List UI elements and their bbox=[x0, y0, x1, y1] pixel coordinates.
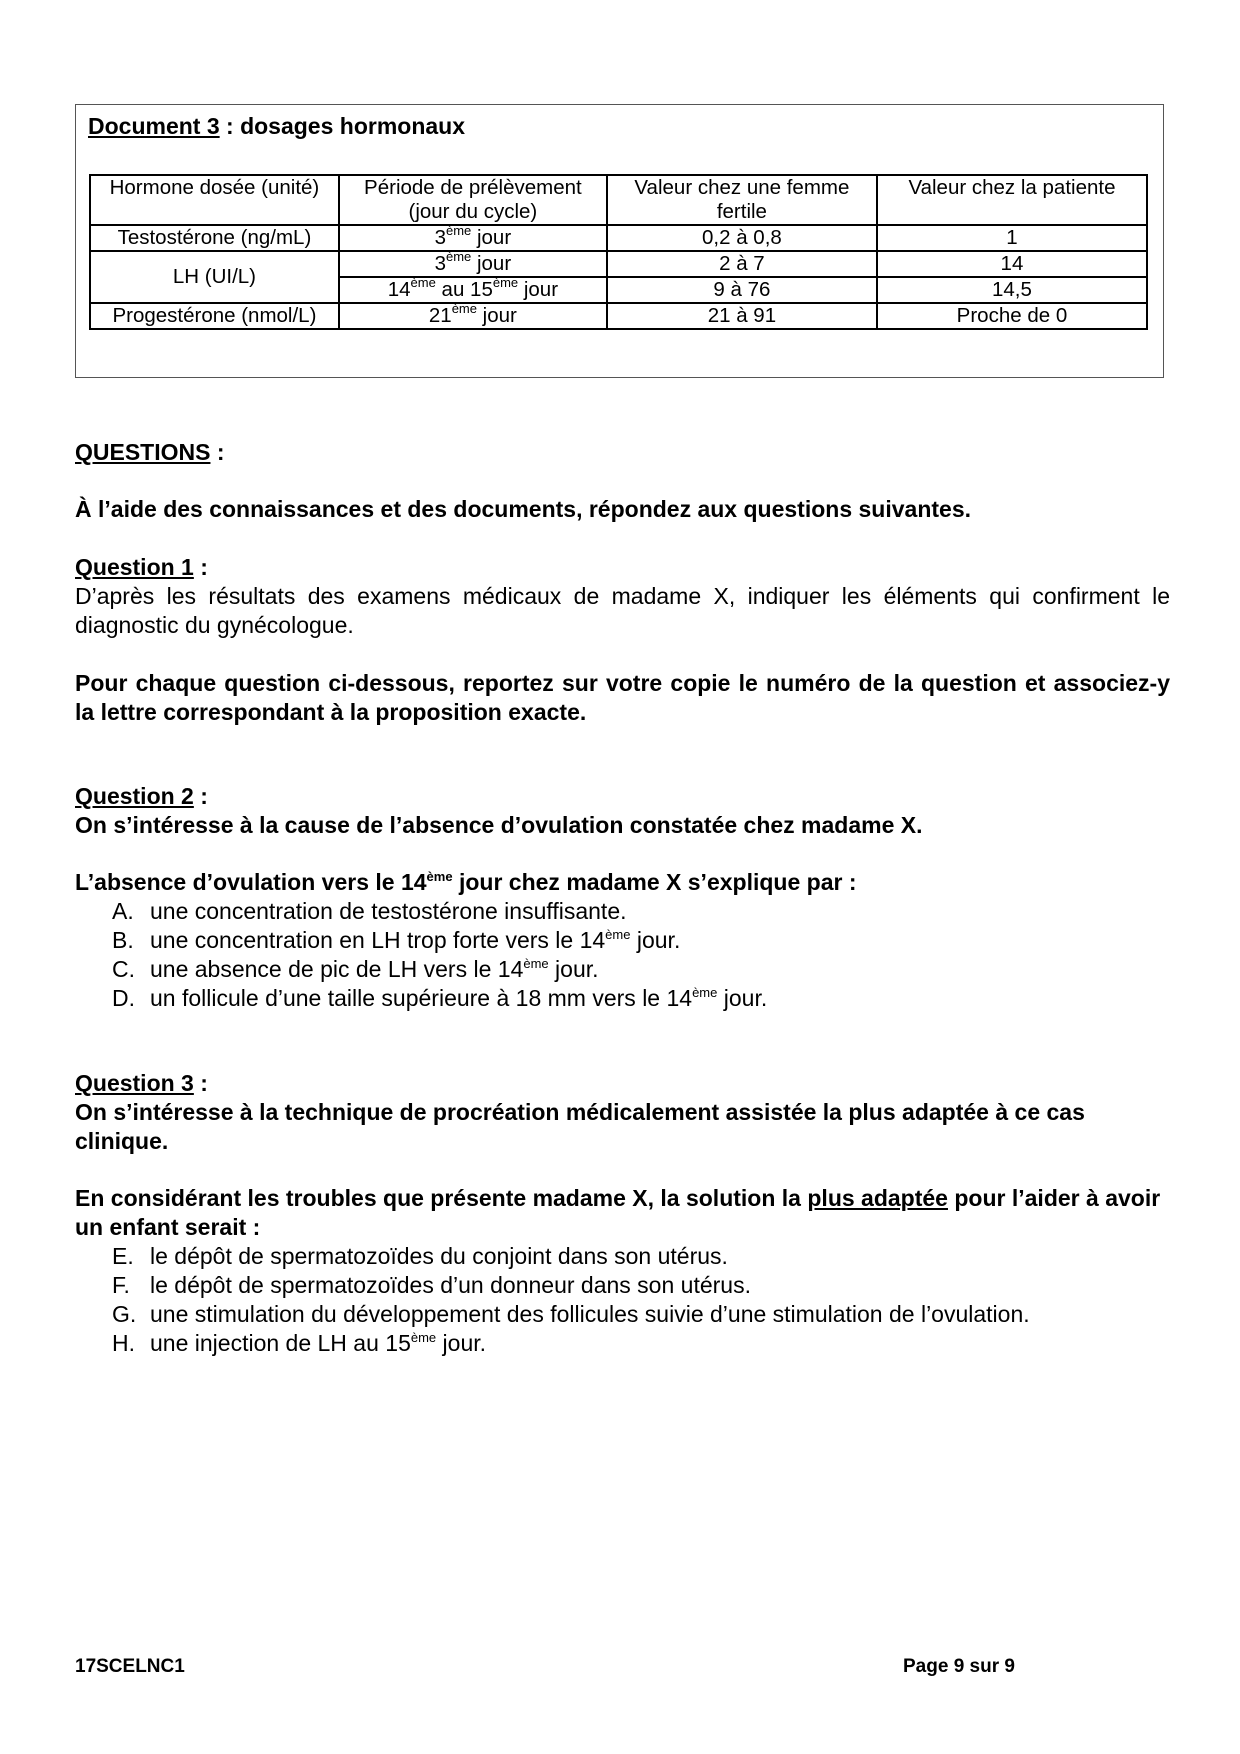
option-text-main: une concentration en LH trop forte vers le 14 bbox=[150, 927, 606, 953]
day-superscript: ème bbox=[445, 223, 472, 238]
day-superscript: ème bbox=[445, 249, 472, 264]
question-1-heading bbox=[75, 553, 1170, 582]
option-g[interactable] bbox=[112, 1300, 1162, 1329]
option-text-main: une absence de pic de LH vers le 14 bbox=[150, 956, 524, 982]
cell-period bbox=[339, 303, 607, 329]
document-3-box bbox=[75, 104, 1164, 378]
table-row bbox=[90, 303, 1147, 329]
option-superscript: ème bbox=[410, 1330, 437, 1345]
option-text bbox=[150, 1329, 486, 1358]
hormone-table bbox=[89, 174, 1148, 330]
table-header-row bbox=[90, 175, 1147, 225]
intro-text: À l’aide des connaissances et des documents, répondez aux questions suivantes. bbox=[75, 496, 972, 522]
question-2-stem bbox=[75, 868, 1170, 897]
stem-part: En considérant les troubles que présente madame X, la solution la bbox=[75, 1185, 808, 1211]
option-text: le dépôt de spermatozoïdes du conjoint dans son utérus. bbox=[150, 1243, 728, 1269]
option-letter: D. bbox=[112, 985, 135, 1011]
header-fertile: Valeur chez une femme fertile bbox=[607, 175, 877, 225]
cell-hormone: Testostérone (ng/mL) bbox=[90, 225, 339, 251]
heading-colon: : bbox=[210, 439, 225, 465]
cell-patient: 14 bbox=[877, 251, 1147, 277]
question-1-text: D’après les résultats des examens médicaux de madame X, indiquer les éléments qui confirment le diagnostic du gynécologue. bbox=[75, 583, 1170, 638]
stem-superscript: ème bbox=[426, 869, 453, 884]
table-row bbox=[90, 225, 1147, 251]
question-1-colon: : bbox=[193, 554, 208, 580]
cell-period bbox=[339, 225, 607, 251]
document-3-label: Document 3 bbox=[88, 113, 220, 139]
question-2-colon: : bbox=[193, 783, 208, 809]
option-letter: G. bbox=[112, 1301, 137, 1327]
cell-hormone: Progestérone (nmol/L) bbox=[90, 303, 339, 329]
option-letter: A. bbox=[112, 898, 134, 924]
question-3-stem bbox=[75, 1184, 1170, 1242]
option-letter: F. bbox=[112, 1272, 130, 1298]
option-e[interactable] bbox=[112, 1242, 1162, 1271]
question-3-label: Question 3 bbox=[75, 1070, 194, 1096]
day-superscript: ème bbox=[492, 275, 519, 290]
option-text-tail: jour. bbox=[630, 927, 681, 953]
cell-period bbox=[339, 277, 607, 303]
questions-heading-label: QUESTIONS bbox=[75, 439, 211, 465]
option-text-tail: jour. bbox=[548, 956, 599, 982]
day-number: 3 bbox=[434, 252, 446, 275]
table-row bbox=[90, 251, 1147, 277]
cell-period bbox=[339, 251, 607, 277]
day-suffix: jour bbox=[471, 226, 512, 249]
footer-page-number: Page 9 sur 9 bbox=[903, 1656, 1015, 1677]
question-1-label: Question 1 bbox=[75, 554, 194, 580]
option-text-tail: jour. bbox=[436, 1330, 487, 1356]
option-b[interactable] bbox=[112, 926, 1162, 955]
question-3-options bbox=[112, 1242, 1162, 1358]
day-number: 14 bbox=[387, 278, 411, 301]
question-2-label: Question 2 bbox=[75, 783, 194, 809]
cell-fertile: 0,2 à 0,8 bbox=[607, 225, 877, 251]
question-2 bbox=[75, 782, 1170, 840]
question-3-heading bbox=[75, 1069, 1170, 1098]
cell-fertile: 9 à 76 bbox=[607, 277, 877, 303]
option-text bbox=[150, 984, 767, 1013]
option-text bbox=[150, 926, 680, 955]
questions-heading bbox=[75, 438, 1170, 467]
option-letter: B. bbox=[112, 927, 134, 953]
option-text: une stimulation du développement des follicules suivie d’une stimulation de l’ovulation. bbox=[150, 1301, 1030, 1327]
stem-part: jour chez madame X s’explique par : bbox=[452, 869, 857, 895]
option-text-main: une injection de LH au 15 bbox=[150, 1330, 411, 1356]
option-f[interactable] bbox=[112, 1271, 1162, 1300]
option-superscript: ème bbox=[605, 927, 631, 942]
stem-underlined: plus adaptée bbox=[807, 1185, 948, 1211]
cell-fertile: 2 à 7 bbox=[607, 251, 877, 277]
cell-hormone: LH (UI/L) bbox=[90, 251, 339, 303]
option-text bbox=[150, 955, 599, 984]
question-3 bbox=[75, 1069, 1170, 1156]
stem-part: L’absence d’ovulation vers le 14 bbox=[75, 869, 427, 895]
question-1 bbox=[75, 553, 1170, 640]
option-h[interactable] bbox=[112, 1329, 1162, 1358]
cell-patient: Proche de 0 bbox=[877, 303, 1147, 329]
option-text-main: un follicule d’une taille supérieure à 18 mm vers le 14 bbox=[150, 985, 693, 1011]
cell-fertile: 21 à 91 bbox=[607, 303, 877, 329]
day-suffix: jour bbox=[471, 252, 512, 275]
option-c[interactable] bbox=[112, 955, 1162, 984]
option-superscript: ème bbox=[692, 985, 718, 1000]
instruction-text: Pour chaque question ci-dessous, reportez sur votre copie le numéro de la question et associez-y la lettre correspondant à la proposition exacte. bbox=[75, 670, 1170, 725]
stem-part: pour l’aider à avoir un enfant serait : bbox=[75, 1185, 1161, 1240]
header-patient: Valeur chez la patiente bbox=[877, 175, 1147, 225]
option-a[interactable] bbox=[112, 897, 1162, 926]
day-number: 3 bbox=[434, 226, 446, 249]
question-2-heading bbox=[75, 782, 1170, 811]
cell-patient: 14,5 bbox=[877, 277, 1147, 303]
cell-patient: 1 bbox=[877, 225, 1147, 251]
document-3-title bbox=[88, 113, 465, 140]
option-text: le dépôt de spermatozoïdes d’un donneur dans son utérus. bbox=[150, 1272, 751, 1298]
document-3-title-rest: : dosages hormonaux bbox=[219, 113, 466, 139]
question-2-context: On s’intéresse à la cause de l’absence d’ovulation constatée chez madame X. bbox=[75, 812, 923, 838]
header-hormone: Hormone dosée (unité) bbox=[90, 175, 339, 225]
option-letter: E. bbox=[112, 1243, 134, 1269]
option-d[interactable] bbox=[112, 984, 1162, 1013]
option-text: une concentration de testostérone insuffisante. bbox=[150, 898, 627, 924]
day-range-middle: au 15 bbox=[435, 278, 493, 301]
day-suffix: jour bbox=[476, 304, 517, 327]
question-2-options bbox=[112, 897, 1162, 1013]
option-text-tail: jour. bbox=[717, 985, 768, 1011]
day-superscript: ème bbox=[410, 275, 436, 290]
question-3-context: On s’intéresse à la technique de procréation médicalement assistée la plus adaptée à ce cas clinique. bbox=[75, 1099, 1085, 1154]
day-number: 21 bbox=[428, 304, 452, 327]
option-superscript: ème bbox=[523, 956, 549, 971]
option-letter: C. bbox=[112, 956, 135, 982]
option-letter: H. bbox=[112, 1330, 135, 1356]
header-period: Période de prélèvement (jour du cycle) bbox=[339, 175, 607, 225]
day-superscript: ème bbox=[451, 301, 477, 316]
day-suffix: jour bbox=[518, 278, 559, 301]
question-3-colon: : bbox=[193, 1070, 208, 1096]
footer-code: 17SCELNC1 bbox=[75, 1656, 185, 1677]
